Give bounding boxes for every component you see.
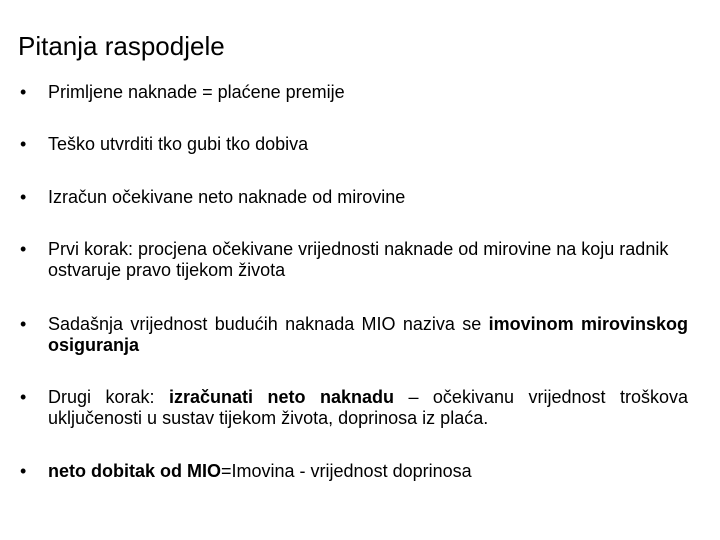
bullet-marker: •: [20, 82, 27, 102]
bullet-marker: •: [20, 387, 27, 407]
bullet-text: [48, 387, 688, 429]
bullet-text-bold: neto dobitak od MIO: [48, 461, 221, 481]
bullet-text: Primljene naknade = plaćene premije: [48, 82, 345, 102]
bullet-item: [20, 239, 688, 281]
bullet-text: Teško utvrditi tko gubi tko dobiva: [48, 134, 309, 154]
bullet-text: [48, 314, 688, 356]
bullet-text-part: Drugi korak:: [48, 387, 169, 407]
bullet-item: [20, 387, 688, 429]
bullet-text-bold: izračunati neto naknadu: [168, 387, 394, 407]
bullet-item: [20, 82, 688, 103]
bullet-marker: •: [20, 461, 27, 481]
bullet-text: [48, 461, 688, 482]
bullet-marker: •: [20, 187, 27, 207]
bullet-text: Prvi korak: procjena očekivane vrijednosti naknade od mirovine na koju radnik ostvaruje pravo tijekom života: [48, 239, 669, 280]
bullet-text-bold: imovinom mirovinskog osiguranja: [48, 314, 688, 355]
bullet-text-part: Sadašnja vrijednost budućih naknada MIO naziva se: [48, 314, 489, 334]
bullet-item: [20, 461, 688, 482]
slide-title: Pitanja raspodjele: [18, 31, 225, 61]
bullet-text-part: =Imovina - vrijednost doprinosa: [221, 461, 472, 481]
bullet-text-part: – očekivanu vrijednost troškova uključenosti u sustav tijekom života, doprinosa iz plaća.: [48, 387, 688, 428]
bullet-marker: •: [20, 239, 27, 259]
bullet-item: [20, 314, 688, 356]
bullet-marker: •: [20, 134, 27, 154]
bullet-text: Izračun očekivane neto naknade od mirovine: [48, 187, 406, 207]
bullet-marker: •: [20, 314, 27, 334]
bullet-item: [20, 134, 688, 155]
bullet-item: [20, 187, 688, 208]
